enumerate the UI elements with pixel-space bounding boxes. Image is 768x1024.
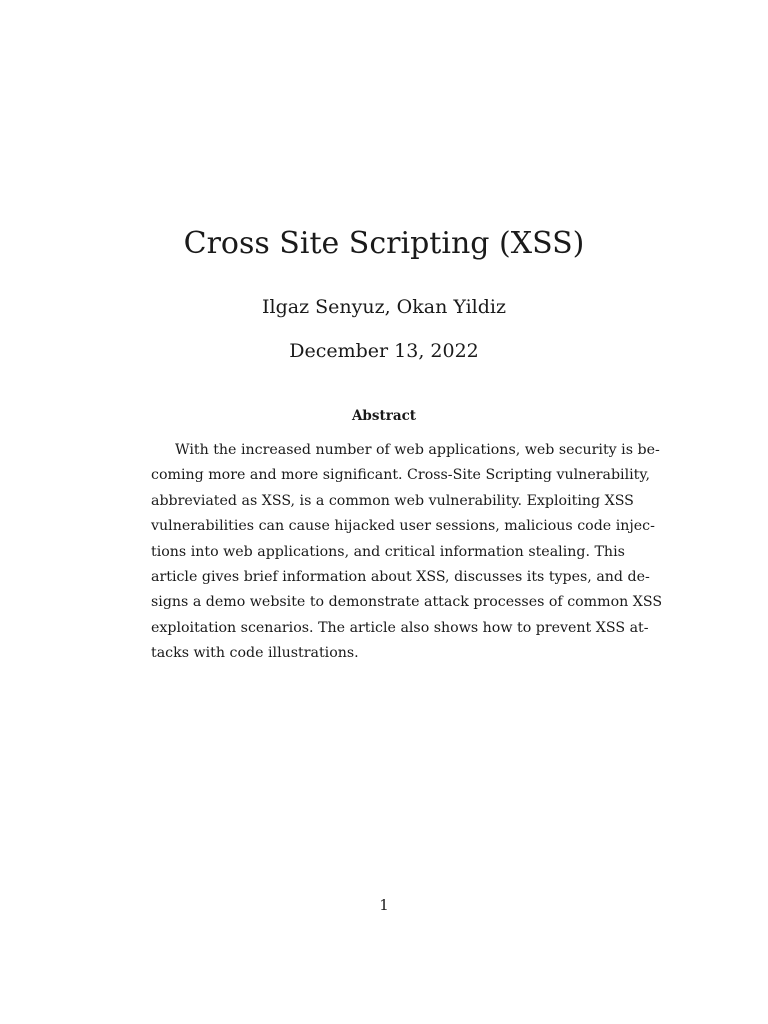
abstract-line: tacks with code illustrations.: [151, 645, 359, 662]
abstract-line: signs a demo website to demonstrate attack processes of common XSS: [151, 594, 663, 611]
paper-date: December 13, 2022: [289, 340, 479, 362]
abstract-line: tions into web applications, and critical information stealing. This: [151, 543, 625, 560]
paper-authors: Ilgaz Senyuz, Okan Yildiz: [262, 296, 506, 318]
paper-title: Cross Site Scripting (XSS): [183, 226, 585, 261]
abstract-line: vulnerabilities can cause hijacked user sessions, malicious code injec-: [151, 518, 655, 535]
abstract-line: exploitation scenarios. The article also shows how to prevent XSS at-: [151, 619, 649, 636]
abstract-line: article gives brief information about XSS, discusses its types, and de-: [151, 569, 650, 586]
abstract-line: abbreviated as XSS, is a common web vulnerability. Exploiting XSS: [151, 492, 634, 509]
abstract-heading: Abstract: [351, 408, 417, 424]
abstract-line: coming more and more significant. Cross-Site Scripting vulnerability,: [151, 467, 650, 484]
abstract-body: [151, 438, 663, 667]
page-number: 1: [379, 896, 389, 914]
abstract-line: With the increased number of web applications, web security is be-: [175, 442, 660, 458]
